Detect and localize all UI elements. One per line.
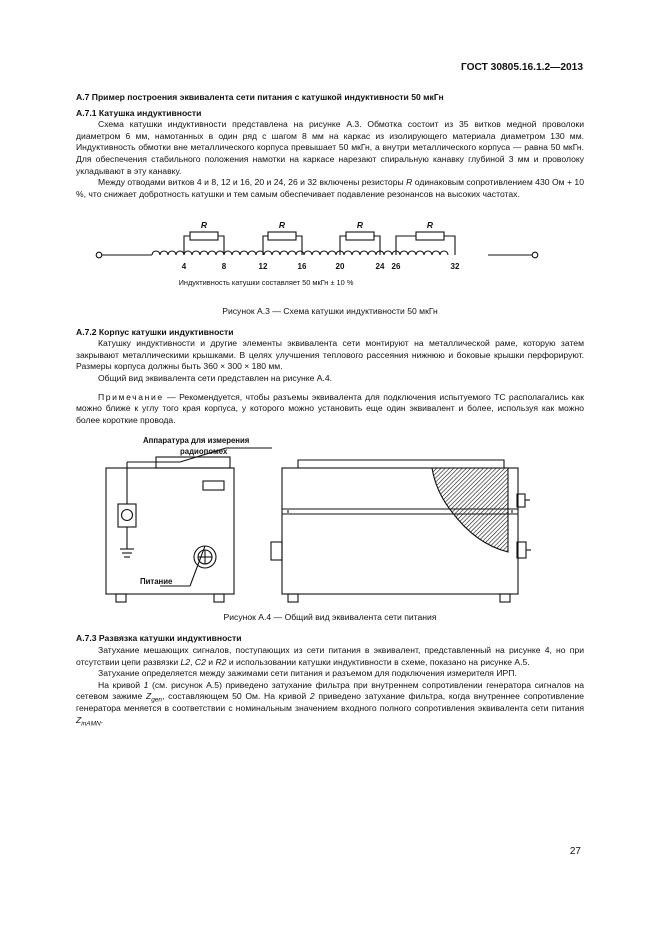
coil-winding — [152, 251, 448, 255]
resistor-2 — [268, 232, 296, 240]
resistor-label-3: R — [356, 220, 364, 231]
page-content — [76, 92, 584, 726]
tap-label: 16 — [297, 262, 307, 272]
tap-label: 12 — [258, 262, 268, 272]
front-view-body — [106, 468, 234, 594]
tap-label: 8 — [221, 262, 227, 272]
figure-a3-caption: Рисунок А.3 — Схема катушки индуктивности 50 мкГн — [222, 305, 438, 316]
paragraph-a73-1: Затухание мешающих сигналов, поступающих из сети питания в эквивалент, представленный на рисунке 4, но при отсутствии цепи развязки L2, C2 и R2 и использовании катушки индуктивности в схеме, показано на рисунке А.5. — [76, 645, 584, 667]
coil-cutaway — [432, 468, 508, 552]
section-title: А.7 Пример построения эквивалента сети питания с катушкой индуктивности 50 мкГн — [76, 92, 444, 102]
coil-schematic — [76, 214, 584, 294]
paragraph-a71-2: Между отводами витков 4 и 8, 12 и 16, 20 и 24, 26 и 32 включены резисторы R одинаковым сопротивлением 430 Ом + 10 %, что снижает добротность катушки и тем самым обеспечивает подавление резонансов на высоких частотах. — [76, 177, 584, 199]
power-label: Питание — [140, 577, 173, 587]
paragraph-a72-2: Общий вид эквивалента сети представлен на рисунке А.4. — [98, 372, 333, 383]
front-panel-window — [203, 481, 224, 490]
paragraph-a73-2: Затухание определяется между зажимами сети питания и разъемом для подключения измерителя ИРП. — [98, 668, 517, 679]
subsection-title-a71: А.7.1 Катушка индуктивности — [76, 107, 202, 118]
terminal-right — [532, 253, 538, 259]
paragraph-a71-1: Схема катушки индуктивности представлена на рисунке А.3. Обмотка состоит из 35 витков медной проволоки диаметром 6 мм, намотанных в один ряд с шагом 8 мм на каркас из изолирующего материала диаметром 130 мм. Индуктивность обмотки вне металлического корпуса превышает 50 мкГн, а внутри металлического корпуса — равна 50 мкГн. Для обеспечения стабильного положения намотки на каркасе нарезают спиральную канавку глубиной 3 мм и проволоку укладывают в эту канавку. — [76, 119, 584, 176]
page-number: 27 — [569, 846, 581, 857]
standard-header: ГОСТ 30805.16.1.2—2013 — [460, 62, 583, 73]
figure-a3 — [76, 214, 584, 317]
subsection-title-a72: А.7.2 Корпус катушки индуктивности — [76, 326, 234, 337]
paragraph-a73-3: На кривой 1 (см. рисунок А.5) приведено затухание фильтра при внутреннем сопротивлении генератора сигналов на сетевом зажиме $Z_{gen}$, составляющем 50 Ом. На кривой 2 приведено затухание фильтра, когда внутреннее сопротивление генератора меняется в соответствии с номинальным значением входного полного сопротивления эквивалента сети питания $Z_{inAMN}$. — [76, 679, 584, 728]
tap-label: 24 — [375, 262, 385, 272]
paragraph-a72-1: Катушку индуктивности и другие элементы эквивалента сети монтируют на металлической раме, которую затем закрывают металлическими крышками. В целях улучшения теплового рассеяния нижнюю и боковые крышки перфорируют. Размеры корпуса должны быть 360 × 300 × 180 мм. — [76, 338, 584, 372]
resistor-label-2: R — [278, 220, 286, 231]
figure-a4-caption: Рисунок А.4 — Общий вид эквивалента сети питания — [223, 611, 437, 622]
inductance-note: Индуктивность катушки составляет 50 мкГн ± 10 % — [178, 278, 354, 288]
resistor-4 — [416, 232, 444, 240]
tap-label: 20 — [335, 262, 345, 272]
apparatus-label-line1: Аппаратура для измерения — [143, 436, 250, 446]
apparatus-label-line2: радиопомех — [180, 447, 228, 457]
subsection-title-a73: А.7.3 Развязка катушки индуктивности — [76, 633, 242, 644]
tap-label: 32 — [450, 262, 460, 272]
note-paragraph: Примечание — Рекомендуется, чтобы разъемы эквивалента для подключения испытуемого ТС располагались как можно ближе к углу того края корпуса, у которого можно установить еще один эквивалент и более, используя как можно более короткие провода. — [76, 391, 584, 425]
tap-label: 4 — [181, 262, 187, 272]
figure-a4 — [76, 434, 584, 623]
resistor-label-1: R — [200, 220, 208, 231]
resistor-1 — [190, 232, 218, 240]
rf-connector — [118, 504, 136, 527]
equipment-drawing — [76, 434, 584, 606]
tap-label: 26 — [391, 262, 401, 272]
resistor-label-4: R — [426, 220, 434, 231]
resistor-3 — [346, 232, 374, 240]
terminal-left — [96, 253, 102, 259]
side-plug — [271, 542, 282, 560]
